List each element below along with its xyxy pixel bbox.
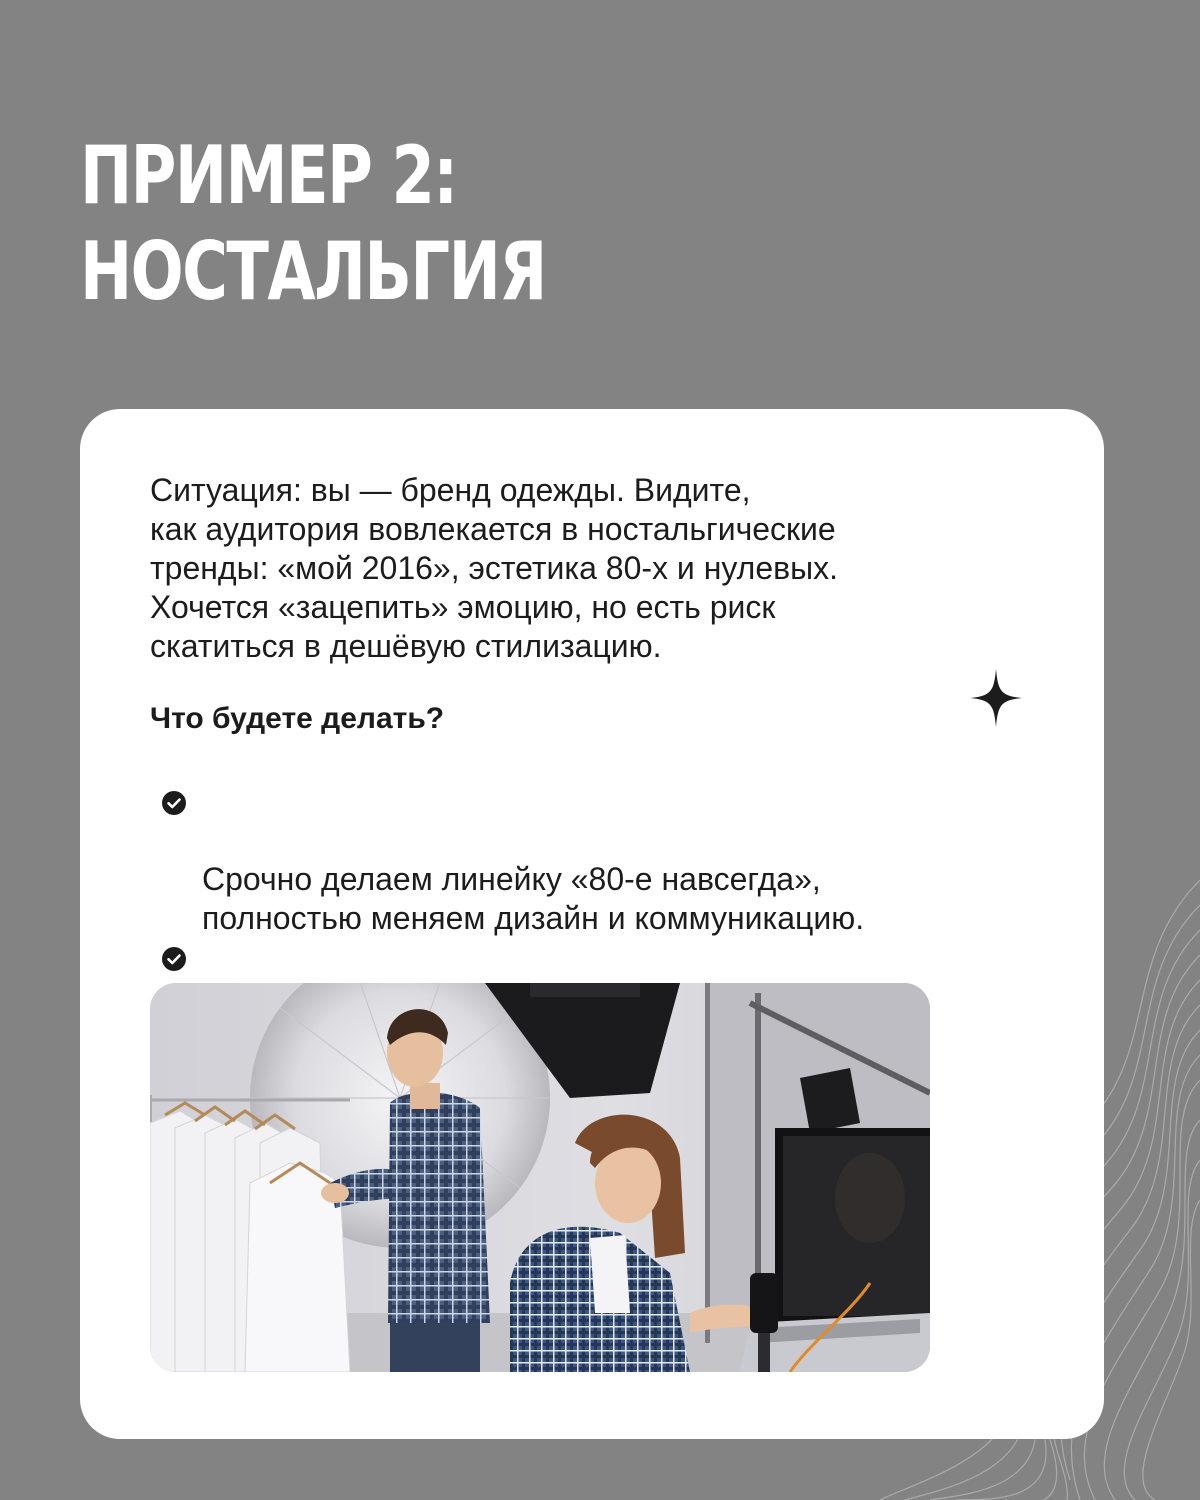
studio-photo (150, 983, 930, 1372)
check-circle-icon (162, 947, 186, 971)
situation-text: Ситуация: вы — бренд одежды. Видите, как аудитория вовлекается в ностальгические тренды: «мой 2016», эстетика 80-х и нулевых. Хочется «зацепить» эмоцию, но есть риск скатиться в дешёвую стилизацию. (150, 472, 839, 664)
page-title (80, 128, 546, 320)
answer-option-1[interactable] (162, 782, 1042, 938)
content-card (80, 409, 1104, 1439)
question-heading: Что будете делать? (150, 702, 445, 735)
sparkle-icon (970, 669, 1022, 727)
answer-option-1-text: Срочно делаем линейку «80-е навсегда», полностью меняем дизайн и коммуникацию. (202, 861, 865, 936)
title-line-2: НОСТАЛЬГИЯ (80, 225, 546, 318)
title-line-1: ПРИМЕР 2: (80, 129, 457, 222)
check-circle-icon (162, 791, 186, 815)
